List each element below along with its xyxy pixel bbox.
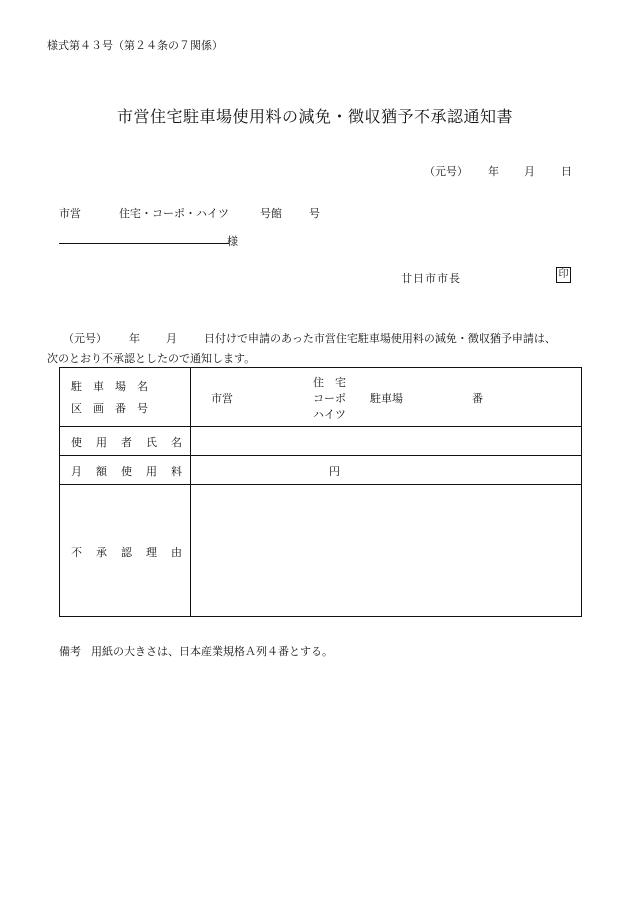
- addressee-name-line: [59, 243, 229, 244]
- remarks-label: 備考: [59, 645, 81, 658]
- seal-mark: 印: [556, 267, 571, 283]
- fee-unit-yen: 円: [329, 465, 340, 478]
- parking-city: 市営: [211, 392, 233, 405]
- date-era: （元号）: [424, 165, 468, 178]
- remarks: [59, 643, 333, 659]
- addressee-honorific: 様: [227, 235, 238, 248]
- label-user-name: 使用者氏名: [71, 436, 196, 449]
- housing-type-jutaku: 住 宅: [313, 376, 346, 389]
- addressee-building: 号館: [260, 207, 282, 220]
- table-row-divider: [60, 455, 581, 456]
- addressee-room: 号: [309, 207, 320, 220]
- body-line-2: 次のとおり不承認としたので通知します。: [47, 352, 256, 365]
- body-month: 月: [166, 332, 177, 345]
- date-month: 月: [524, 165, 535, 178]
- date-year: 年: [488, 165, 499, 178]
- body-year: 年: [129, 332, 140, 345]
- label-parking-name: 駐 車 場 名: [71, 380, 148, 393]
- body-era: （元号）: [63, 332, 107, 345]
- body-line-1-text: 日付けで申請のあった市営住宅駐車場使用料の減免・徴収猶予申請は、: [204, 332, 556, 345]
- info-table: [59, 367, 582, 617]
- addressee-city: 市営: [59, 207, 81, 220]
- remarks-text: 用紙の大きさは、日本産業規格Ａ列４番とする。: [91, 645, 333, 658]
- label-rejection-reason: 不承認理由: [71, 546, 196, 559]
- label-slot-number: 区 画 番 号: [71, 402, 148, 415]
- issuer-mayor: 廿日市市長: [401, 272, 461, 285]
- parking-label: 駐車場: [370, 392, 403, 405]
- housing-type-heights: ハイツ: [313, 408, 346, 421]
- form-number: 様式第４３号（第２４条の７関係）: [47, 39, 223, 52]
- table-column-divider: [190, 368, 191, 616]
- table-row-divider: [60, 426, 581, 427]
- addressee-housing-types: 住宅・コーポ・ハイツ: [119, 207, 229, 220]
- table-row-divider: [60, 484, 581, 485]
- label-monthly-fee: 月額使用料: [71, 465, 196, 478]
- page-title: 市営住宅駐車場使用料の減免・徴収猶予不承認通知書: [116, 107, 513, 126]
- slot-number-unit: 番: [472, 392, 483, 405]
- body-line-1: [63, 330, 593, 344]
- housing-type-corpo: コーポ: [313, 392, 346, 405]
- date-day: 日: [561, 165, 572, 178]
